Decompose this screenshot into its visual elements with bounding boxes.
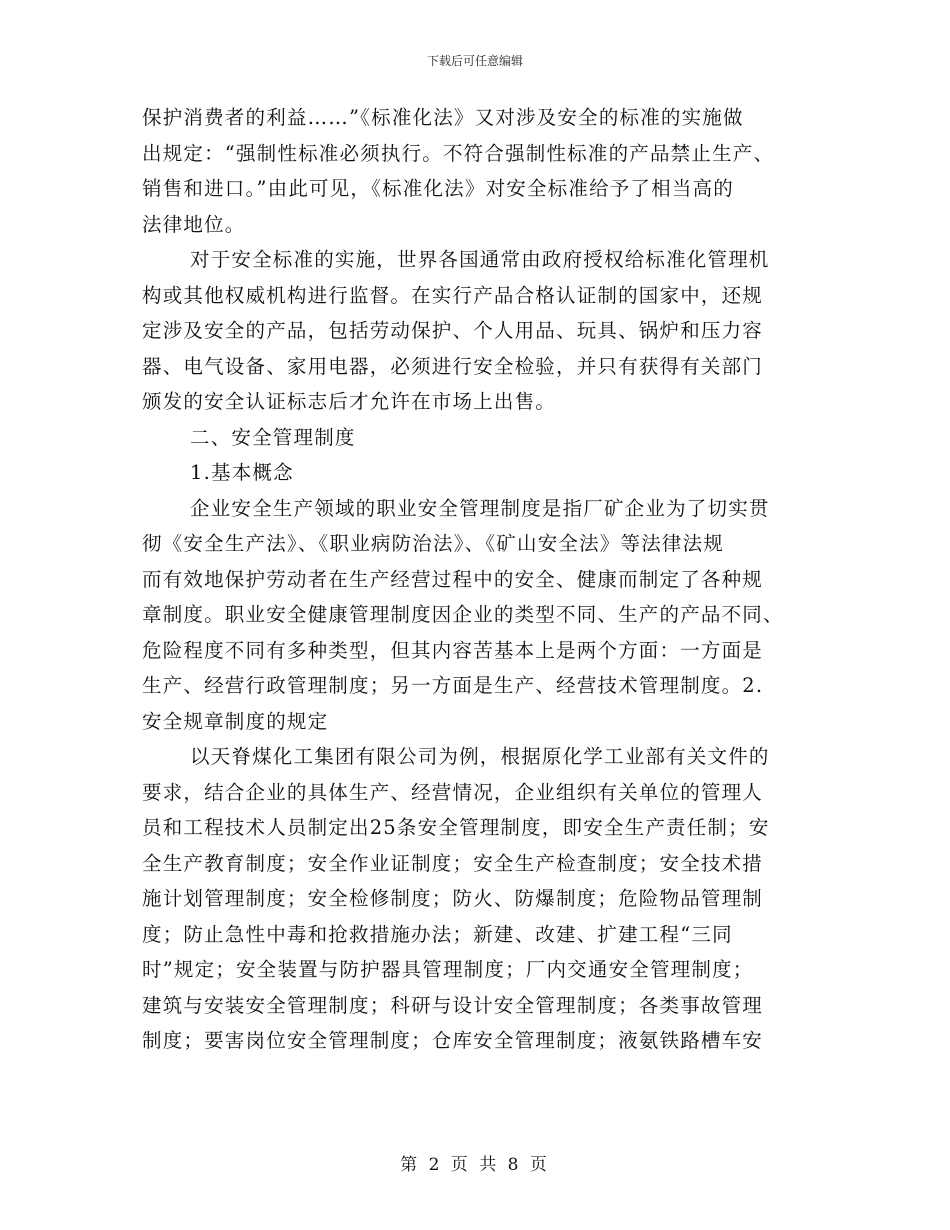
text-line: 建筑与安装安全管理制度；科研与设计安全管理制度；各类事故管理	[142, 993, 764, 1017]
text-line: 时”规定；安全装置与防护器具管理制度；厂内交通安全管理制度；	[142, 958, 754, 981]
text-line: 保护消费者的利益……”《标准化法》又对涉及安全的标准的实施做	[142, 106, 744, 129]
text-line: 对于安全标准的实施，世界各国通常由政府授权给标准化管理机	[190, 248, 770, 271]
document-body	[142, 100, 810, 1059]
text-line: 制度；要害岗位安全管理制度；仓库安全管理制度；液氨铁路槽车安	[142, 1029, 764, 1052]
text-line: 销售和进口。”由此可见，《标准化法》对安全标准给予了相当高的	[142, 177, 734, 200]
page-number-footer: 第 2 页 共 8 页	[400, 1155, 550, 1175]
text-line: 安全规章制度的规定	[142, 709, 329, 733]
page-header: 下载后可任意编辑	[426, 54, 523, 68]
text-line: 全生产教育制度；安全作业证制度；安全生产检查制度；安全技术措	[142, 851, 764, 875]
text-line: 而有效地保护劳动者在生产经营过程中的安全、健康而制定了各种规	[142, 567, 764, 591]
text-line: 出规定：“强制性标准必须执行。不符合强制性标准的产品禁止生产、	[142, 141, 775, 165]
text-line: 章制度。职业安全健康管理制度因企业的类型不同、生产的产品不同、	[142, 603, 784, 626]
text-line: 构或其他权威机构进行监督。在实行产品合格认证制的国家中，还规	[142, 283, 764, 307]
subsection-heading: 1.基本概念	[190, 461, 294, 484]
text-line: 以天脊煤化工集团有限公司为例，根据原化学工业部有关文件的	[190, 745, 770, 768]
text-line: 企业安全生产领域的职业安全管理制度是指厂矿企业为了切实贯	[190, 496, 770, 520]
text-line: 法律地位。	[142, 212, 246, 236]
text-line: 员和工程技术人员制定出25条安全管理制度，即安全生产责任制；安	[142, 816, 770, 839]
text-line: 要求，结合企业的具体生产、经营情况，企业组织有关单位的管理人	[142, 780, 764, 804]
text-line: 生产、经营行政管理制度；另一方面是生产、经营技术管理制度。2.	[142, 674, 764, 697]
section-heading: 二、安全管理制度	[190, 425, 356, 449]
text-line: 度；防止急性中毒和抢救措施办法；新建、改建、扩建工程“三同	[142, 922, 733, 946]
text-line: 彻《安全生产法》、《职业病防治法》、《矿山安全法》等法律法规	[142, 532, 725, 555]
text-line: 颁发的安全认证标志后才允许在市场上出售。	[142, 390, 557, 413]
text-line: 定涉及安全的产品，包括劳动保护、个人用品、玩具、锅炉和压力容	[142, 319, 764, 342]
text-line: 危险程度不同有多种类型，但其内容苦基本上是两个方面：一方面是	[142, 638, 764, 662]
text-line: 器、电气设备、家用电器，必须进行安全检验，并只有获得有关部门	[142, 354, 764, 378]
text-line: 施计划管理制度；安全检修制度；防火、防爆制度；危险物品管理制	[142, 887, 764, 910]
